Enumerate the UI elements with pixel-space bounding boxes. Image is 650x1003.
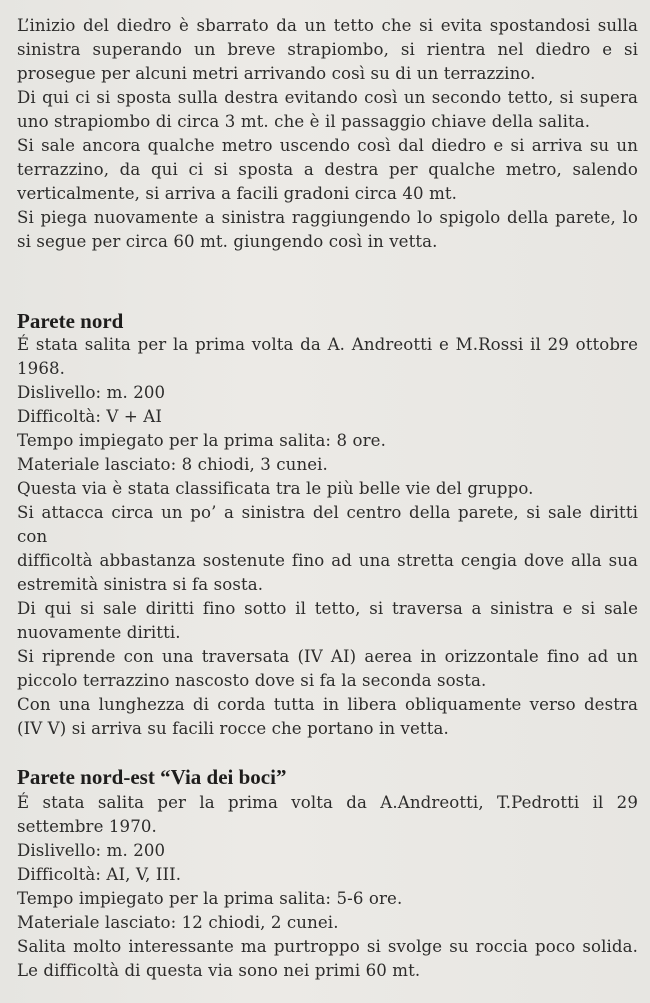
text-line: Si piega nuovamente a sinistra raggiungendo lo spigolo della parete, lo [17,208,638,227]
section-heading-parete-nord: Parete nord [17,309,124,333]
text-line: Di qui si sale diritti fino sotto il tetto, si traversa a sinistra e si sale [17,599,638,618]
text-line: Difficoltà: V + AI [17,407,162,426]
text-line: Le difficoltà di questa via sono nei primi 60 mt. [17,961,421,980]
text-line: nuovamente diritti. [17,623,181,642]
text-line: É stata salita per la prima volta da A.Andreotti, T.Pedrotti il 29 [17,793,638,812]
text-line: terrazzino, da qui ci si sposta a destra per qualche metro, salendo [17,160,638,179]
text-line: Tempo impiegato per la prima salita: 5-6 ore. [17,889,403,908]
parete-nord-text [17,333,638,741]
text-line: si segue per circa 60 mt. giungendo così in vetta. [17,232,438,251]
text-line: uno strapiombo di circa 3 mt. che è il passaggio chiave della salita. [17,112,591,131]
text-line: Difficoltà: AI, V, III. [17,865,182,884]
text-line: Si sale ancora qualche metro uscendo così dal diedro e si arriva su un [17,136,638,155]
text-line: difficoltà abbastanza sostenute fino ad una stretta cengia dove alla sua [17,551,638,570]
text-line: É stata salita per la prima volta da A. Andreotti e M.Rossi il 29 ottobre [17,335,638,354]
text-line: Con una lunghezza di corda tutta in libera obliquamente verso destra [17,695,638,714]
text-line: Dislivello: m. 200 [17,383,166,402]
text-line: settembre 1970. [17,817,157,836]
text-line: piccolo terrazzino nascosto dove si fa la seconda sosta. [17,671,487,690]
text-line: Materiale lasciato: 8 chiodi, 3 cunei. [17,455,328,474]
text-line: Tempo impiegato per la prima salita: 8 ore. [17,431,386,450]
text-line: verticalmente, si arriva a facili gradoni circa 40 mt. [17,184,458,203]
text-line: 1968. [17,359,66,378]
text-line: Materiale lasciato: 12 chiodi, 2 cunei. [17,913,339,932]
text-line: Salita molto interessante ma purtroppo si svolge su roccia poco solida. [17,937,638,956]
text-line: (IV V) si arriva su facili rocce che portano in vetta. [17,719,449,738]
text-line: sinistra superando un breve strapiombo, si rientra nel diedro e si [17,40,638,59]
text-line: Di qui ci si sposta sulla destra evitando così un secondo tetto, si supera [17,88,638,107]
text-line: estremità sinistra si fa sosta. [17,575,264,594]
parete-nord-est-text [17,791,638,983]
text-line: Questa via è stata classificata tra le più belle vie del gruppo. [17,479,534,498]
text-line: Si attacca circa un po’ a sinistra del centro della parete, si sale diritti con [17,503,638,546]
text-line: Si riprende con una traversata (IV AI) aerea in orizzontale fino ad un [17,647,638,666]
section-heading-parete-nord-est: Parete nord-est “Via dei boci” [17,765,287,789]
intro-text [17,14,638,254]
text-line: Dislivello: m. 200 [17,841,166,860]
text-line: L’inizio del diedro è sbarrato da un tetto che si evita spostandosi sulla [17,16,638,35]
text-line: prosegue per alcuni metri arrivando così su di un terrazzino. [17,64,536,83]
